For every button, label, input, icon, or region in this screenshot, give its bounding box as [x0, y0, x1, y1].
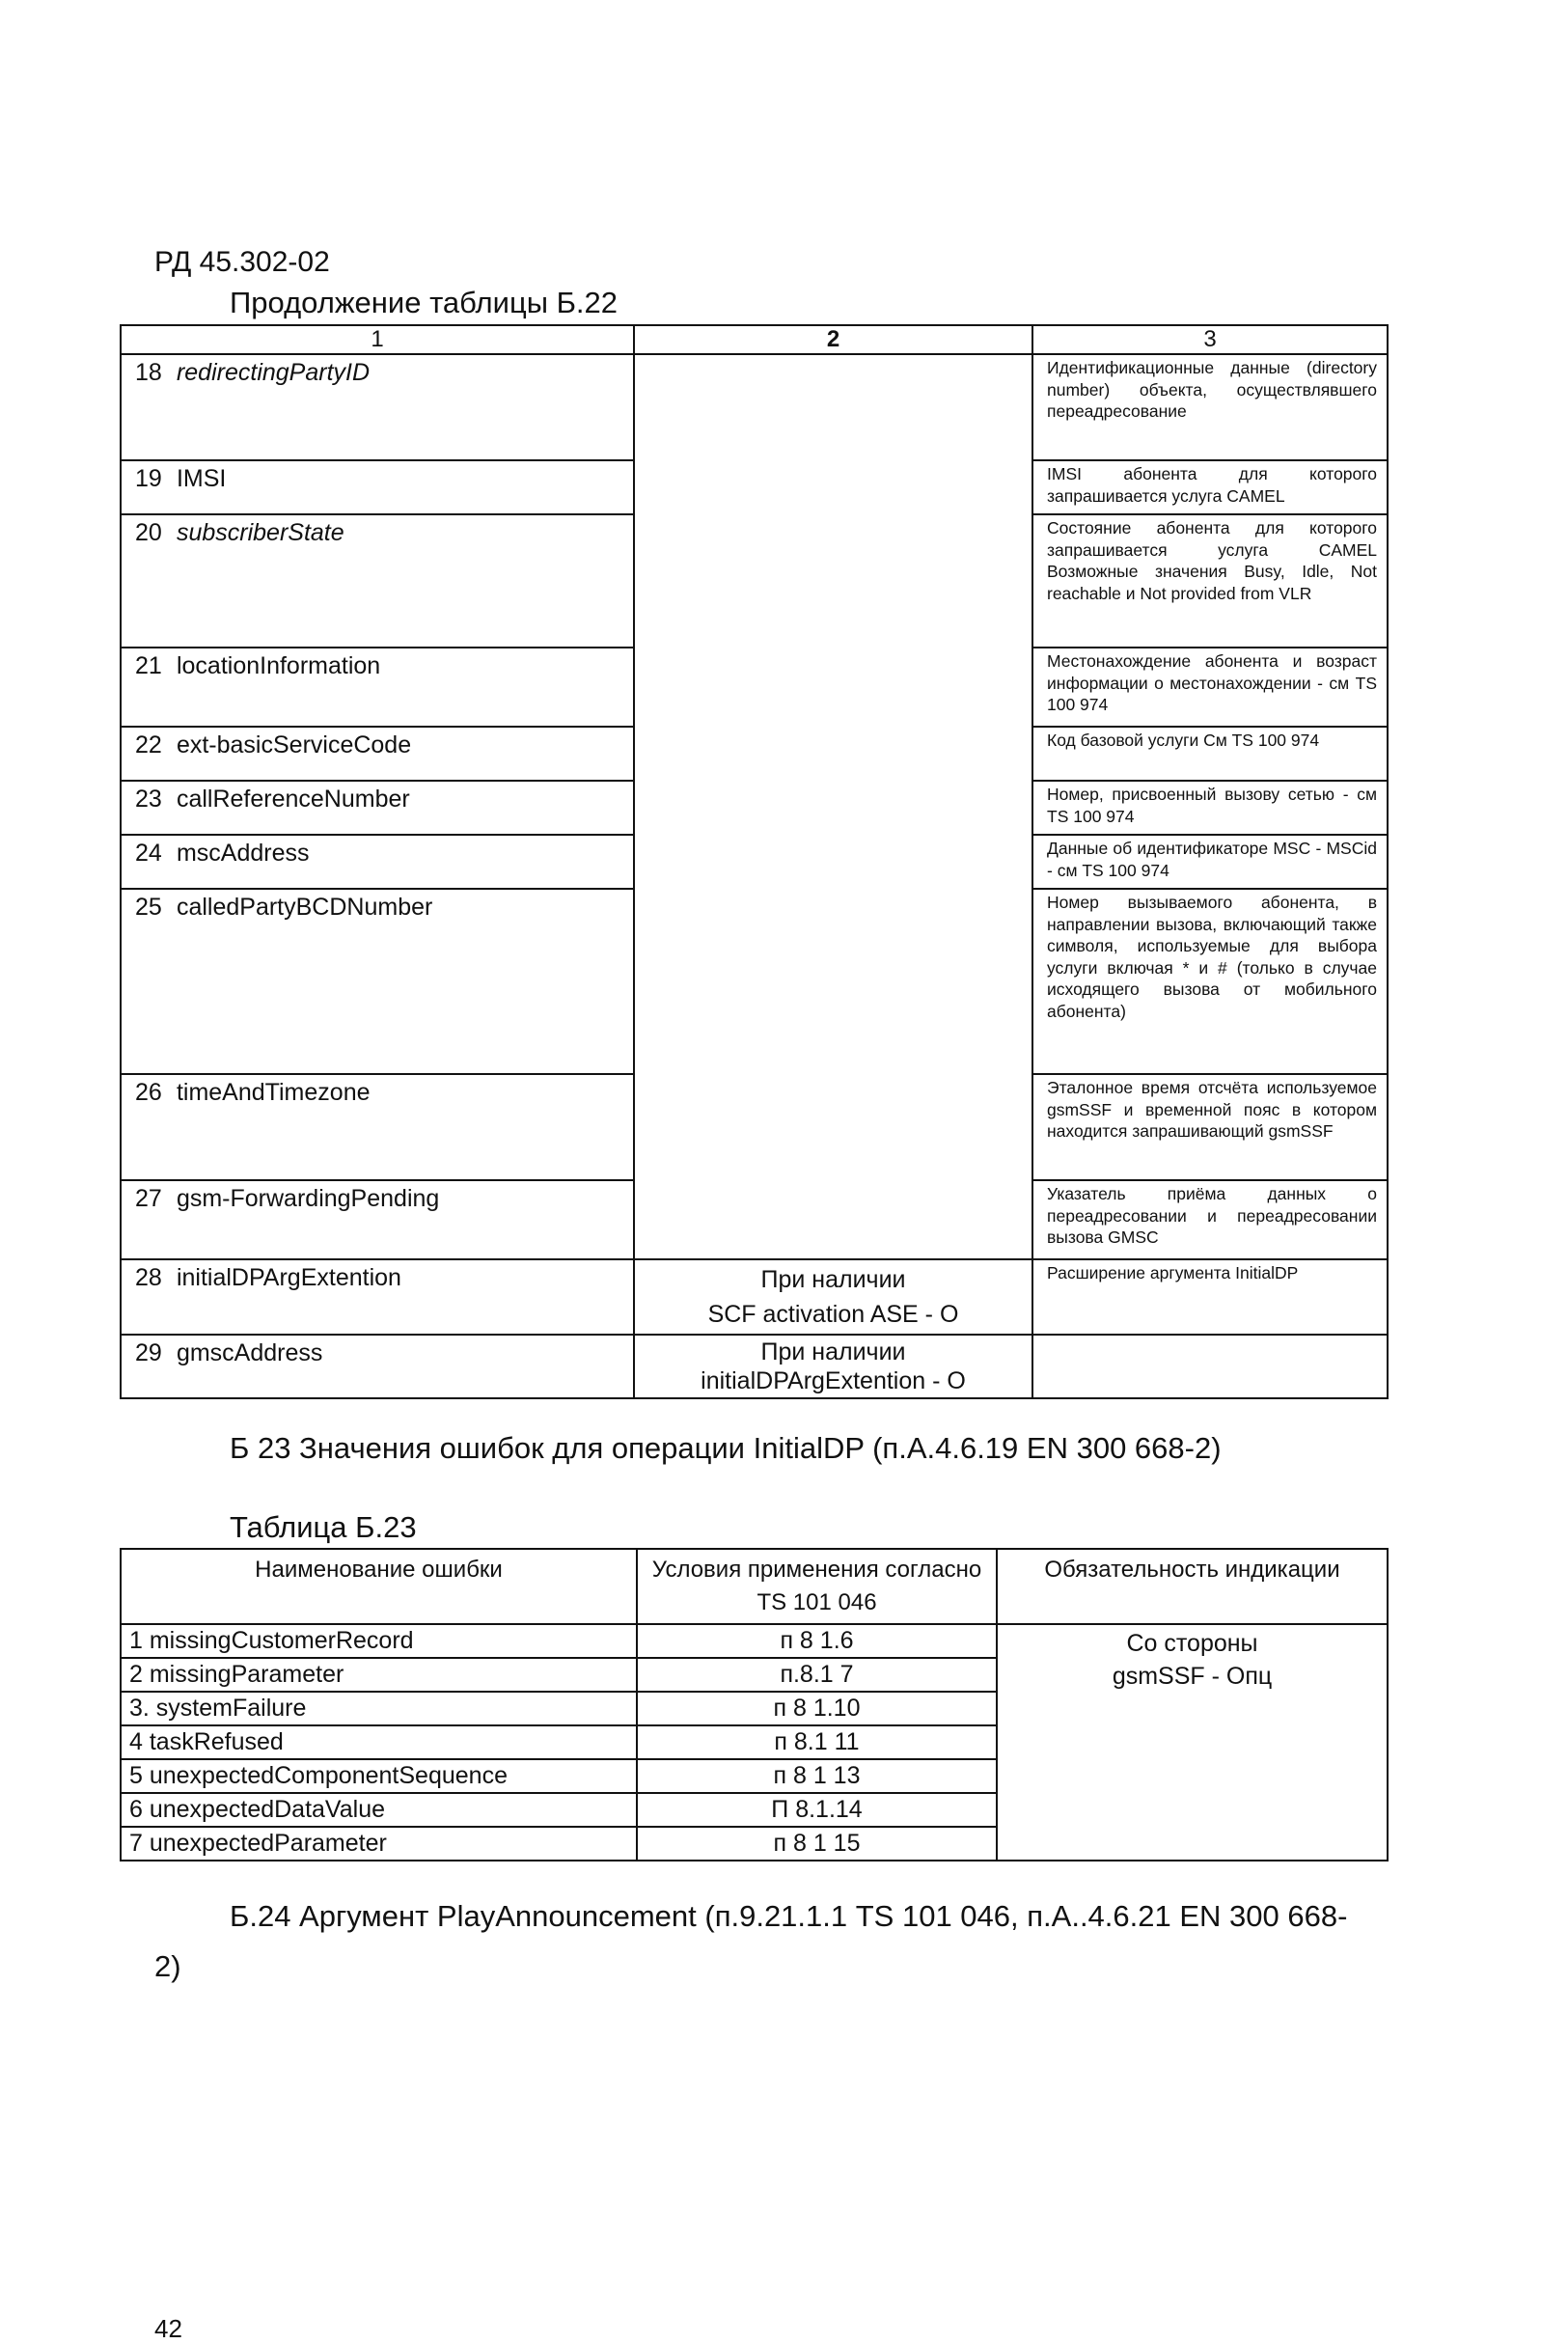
- description-cell: Состояние абонента для которого запрашивается услуга CAMEL Возможные значения Busy, Idle, Not reachable и Not provided from VLR: [1032, 514, 1388, 648]
- parameter-cell: 29 gmscAddress: [121, 1335, 634, 1398]
- table-b22: [120, 324, 1389, 1399]
- condition-cell: п 8 1 13: [637, 1759, 997, 1793]
- page-number: 42: [154, 2314, 182, 2343]
- column-header: 1: [121, 325, 634, 354]
- condition-cell: п 8 1.10: [637, 1692, 997, 1725]
- condition-cell: [634, 354, 1032, 1259]
- parameter-cell: 18 redirectingPartyID: [121, 354, 634, 460]
- table-continuation-title: Продолжение таблицы Б.22: [230, 286, 619, 319]
- document-header: РД 45.302-02: [154, 246, 330, 278]
- column-header: Условия применения согласно TS 101 046: [637, 1549, 997, 1624]
- table-b23: [120, 1548, 1389, 1861]
- parameter-cell: 25 calledPartyBCDNumber: [121, 889, 634, 1074]
- description-cell: Указатель приёма данных о переадресовании и переадресовании вызова GMSC: [1032, 1180, 1388, 1259]
- description-cell: Эталонное время отсчёта используемое gsmSSF и временной пояс в котором находится запрашивающий gsmSSF: [1032, 1074, 1388, 1180]
- error-name-cell: 4 taskRefused: [121, 1725, 637, 1759]
- condition-cell: П 8.1.14: [637, 1793, 997, 1827]
- description-cell: Номер, присвоенный вызову сетью - см TS 100 974: [1032, 781, 1388, 835]
- table-row: [121, 1335, 1388, 1398]
- description-cell: Код базовой услуги См TS 100 974: [1032, 727, 1388, 781]
- description-cell: Номер вызываемого абонента, в направлении вызова, включающий также символя, используемые для выбора услуги включая * и # (только в случае исходящего вызова от мобильного абонента): [1032, 889, 1388, 1074]
- parameter-cell: 23 callReferenceNumber: [121, 781, 634, 835]
- error-name-cell: 5 unexpectedComponentSequence: [121, 1759, 637, 1793]
- condition-cell: п 8 1.6: [637, 1624, 997, 1658]
- description-cell: [1032, 1335, 1388, 1398]
- error-name-cell: 6 unexpectedDataValue: [121, 1793, 637, 1827]
- column-header: 3: [1032, 325, 1388, 354]
- table-row: [121, 1624, 1388, 1658]
- section-b23-title: Б 23 Значения ошибок для операции InitialDP (п.А.4.6.19 EN 300 668-2): [230, 1431, 1222, 1465]
- parameter-cell: 22 ext-basicServiceCode: [121, 727, 634, 781]
- column-header: 2: [634, 325, 1032, 354]
- parameter-cell: 20 subscriberState: [121, 514, 634, 648]
- parameter-cell: 19 IMSI: [121, 460, 634, 514]
- parameter-cell: 27 gsm-ForwardingPending: [121, 1180, 634, 1259]
- description-cell: Местонахождение абонента и возраст информации о местонахождении - см TS 100 974: [1032, 648, 1388, 727]
- description-cell: Расширение аргумента InitialDP: [1032, 1259, 1388, 1335]
- condition-cell: При наличии SCF activation ASE - O: [634, 1259, 1032, 1335]
- parameter-cell: 21 locationInformation: [121, 648, 634, 727]
- parameter-cell: 24 mscAddress: [121, 835, 634, 889]
- condition-cell: При наличии initialDPArgExtention - O: [634, 1335, 1032, 1398]
- error-name-cell: 1 missingCustomerRecord: [121, 1624, 637, 1658]
- condition-cell: п 8.1 11: [637, 1725, 997, 1759]
- obligation-cell: Со стороны gsmSSF - Опц: [997, 1624, 1388, 1861]
- table-row: [121, 1259, 1388, 1335]
- condition-cell: п.8.1 7: [637, 1658, 997, 1692]
- error-name-cell: 3. systemFailure: [121, 1692, 637, 1725]
- description-cell: Идентификационные данные (directory number) объекта, осуществлявшего переадресование: [1032, 354, 1388, 460]
- section-b24-title-continuation: 2): [154, 1949, 181, 1983]
- section-b24-title: Б.24 Аргумент PlayAnnouncement (п.9.21.1.1 TS 101 046, п.А..4.6.21 EN 300 668-: [230, 1899, 1348, 1933]
- table-header-row: [121, 325, 1388, 354]
- condition-cell: п 8 1 15: [637, 1827, 997, 1861]
- table-header-row: [121, 1549, 1388, 1624]
- error-name-cell: 2 missingParameter: [121, 1658, 637, 1692]
- parameter-cell: 28 initialDPArgExtention: [121, 1259, 634, 1335]
- table-b23-label: Таблица Б.23: [230, 1510, 417, 1544]
- column-header: Обязательность индикации: [997, 1549, 1388, 1624]
- parameter-cell: 26 timeAndTimezone: [121, 1074, 634, 1180]
- column-header: Наименование ошибки: [121, 1549, 637, 1624]
- error-name-cell: 7 unexpectedParameter: [121, 1827, 637, 1861]
- description-cell: IMSI абонента для которого запрашивается услуга CAMEL: [1032, 460, 1388, 514]
- description-cell: Данные об идентификаторе MSC - MSCid - см TS 100 974: [1032, 835, 1388, 889]
- table-row: [121, 354, 1388, 460]
